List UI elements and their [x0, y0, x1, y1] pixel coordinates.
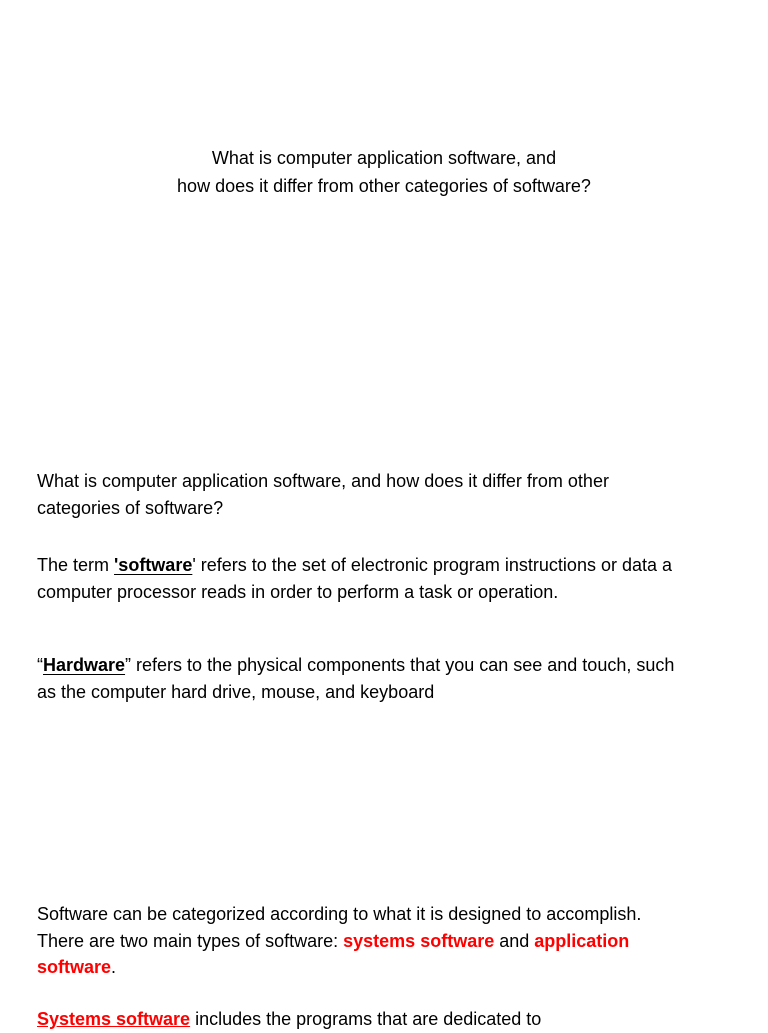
systems-software-paragraph [37, 1006, 687, 1033]
categories-paragraph [37, 901, 687, 981]
hardware-open-quote: “ [37, 655, 43, 675]
software-definition-paragraph [37, 552, 687, 605]
categories-and: and [494, 930, 535, 951]
systems-def-post: includes the programs that are dedicated to [190, 1009, 542, 1029]
question-text: What is computer application software, and how does it differ from other categories of software? [37, 471, 609, 518]
hardware-definition-paragraph [37, 652, 687, 705]
title-line-2: how does it differ from other categories of software? [177, 176, 591, 196]
application-software-highlight: application software [37, 930, 630, 977]
software-def-pre: The term [37, 555, 115, 575]
systems-software-term: Systems software [37, 1009, 191, 1029]
question-paragraph [37, 468, 687, 521]
title-line-1: What is computer application software, and [211, 148, 557, 168]
categories-end: . [111, 957, 117, 977]
hardware-term: Hardware [43, 655, 126, 675]
software-term: 'software [114, 555, 193, 575]
categories-pre: Software can be categorized according to what it is designed to accomplish. There are two main types of software: [37, 904, 642, 951]
software-def-post: ' refers to the set of electronic program instructions or data a computer processor reads in order to perform a task or operation. [37, 555, 673, 602]
hardware-def-post: ” refers to the physical components that you can see and touch, such as the computer hard drive, mouse, and keyboard [37, 655, 675, 702]
systems-software-highlight: systems software [343, 930, 495, 951]
slide-title [0, 144, 768, 200]
